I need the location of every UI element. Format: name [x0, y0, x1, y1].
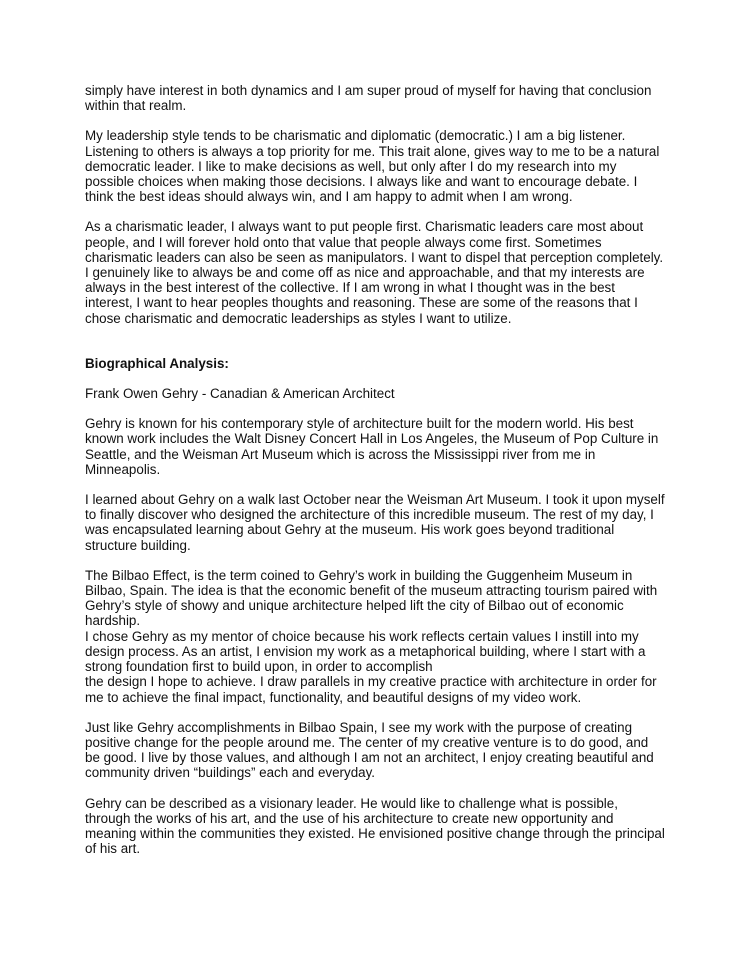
paragraph-learned-about-gehry: I learned about Gehry on a walk last October near the Weisman Art Museum. I took it upon myself to finally discover who designed the architecture of this incredible museum. The rest of my day, I was encapsulated learning about Gehry at the museum. His work goes beyond traditional structure building. — [85, 492, 665, 553]
paragraph-mentor-choice-part1: I chose Gehry as my mentor of choice because his work reflects certain values I instill into my design process. As an artist, I envision my work as a metaphorical building, where I start with a strong foundation first to build upon, in order to accomplish — [85, 628, 646, 675]
section-heading: Biographical Analysis: — [85, 355, 229, 371]
paragraph-gehry-known-for: Gehry is known for his contemporary style of architecture built for the modern world. His best known work includes the Walt Disney Concert Hall in Los Angeles, the Museum of Pop Culture in Seattle, and the Weisman Art Museum which is across the Mississippi river from me in Minneapolis. — [85, 416, 659, 477]
section-spacer — [85, 341, 665, 356]
paragraph-visionary-leader: Gehry can be described as a visionary leader. He would like to challenge what is possible, through the works of his art, and the use of his architecture to create new opportunity and meaning within the communities they existed. He envisioned positive change through the principal of his art. — [85, 795, 665, 857]
subject-line: Frank Owen Gehry - Canadian & American Architect — [85, 386, 395, 402]
paragraph-leadership-style: My leadership style tends to be charismatic and diplomatic (democratic.) I am a big listener. Listening to others is always a top priority for me. This trait alone, gives way to me to be a natural democratic leader. I like to make decisions as well, but only after I do my research into my possible choices when making those decisions. I always like and want to encourage debate. I think the best ideas should always win, and I am happy to admit when I am wrong. — [85, 128, 660, 205]
document-body — [85, 83, 665, 871]
paragraph-mentor-choice-part2: the design I hope to achieve. I draw parallels in my creative practice with architecture in order for me to achieve the final impact, functionality, and beautiful designs of my video work. — [85, 674, 657, 705]
paragraph-bilbao-effect: The Bilbao Effect, is the term coined to Gehry’s work in building the Guggenheim Museum in Bilbao, Spain. The idea is that the economic benefit of the museum attracting tourism paired with Gehry’s style of showy and unique architecture helped lift the city of Bilbao out of economic hardship. — [85, 567, 658, 629]
paragraph-charismatic-leader: As a charismatic leader, I always want to put people first. Charismatic leaders care most about people, and I will forever hold onto that value that people always come first. Sometimes charismatic leaders can also be seen as manipulators. I want to dispel that perception completely. I genuinely like to always be and come off as nice and approachable, and that my interests are always in the best interest of the collective. If I am wrong in what I thought was in the best interest, I want to hear peoples thoughts and reasoning. These are some of the reasons that I chose charismatic and democratic leaderships as styles I want to utilize. — [85, 219, 664, 326]
paragraph-intro-continuation: simply have interest in both dynamics and I am super proud of myself for having that conclusion within that realm. — [85, 83, 652, 114]
paragraph-bilbao-accomplishments: Just like Gehry accomplishments in Bilbao Spain, I see my work with the purpose of creating positive change for the people around me. The center of my creative venture is to do good, and be good. I live by those values, and although I am not an architect, I enjoy creating beautiful and community driven “buildings” each and everyday. — [85, 719, 654, 781]
